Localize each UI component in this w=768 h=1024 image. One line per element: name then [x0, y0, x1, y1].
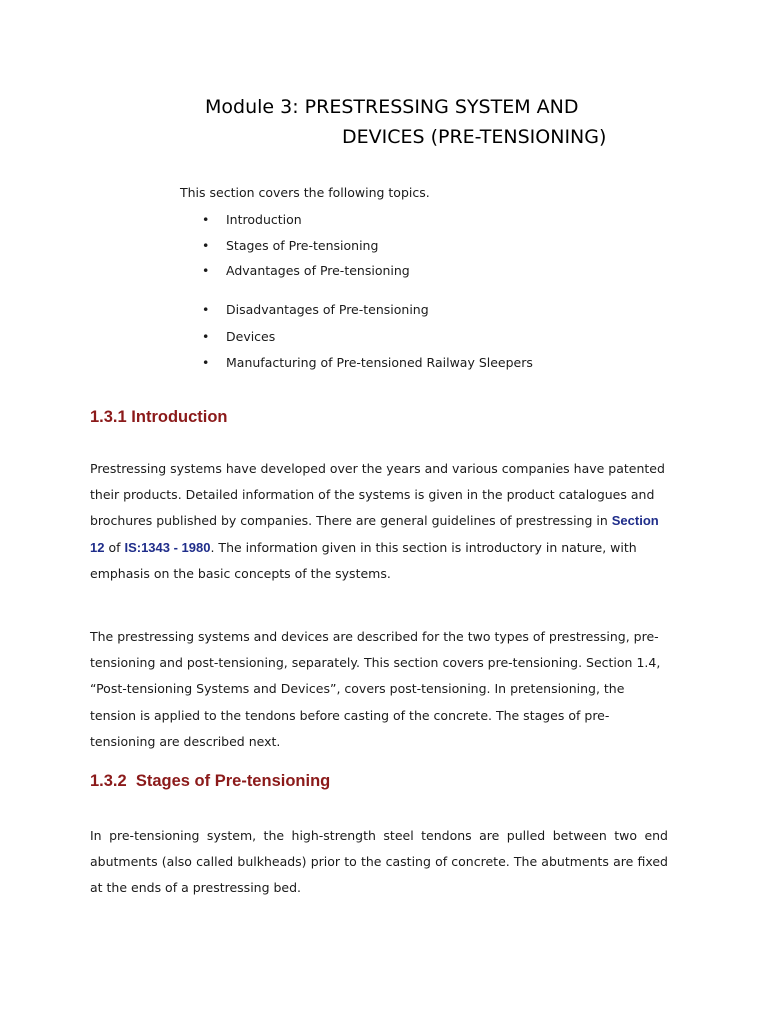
bullet-icon: •: [202, 238, 210, 253]
paragraph-text: of: [104, 539, 125, 555]
bullet-icon: •: [202, 302, 210, 317]
section-heading-stages: 1.3.2 Stages of Pre-tensioning: [90, 772, 331, 790]
topic-label: Introduction: [226, 212, 302, 227]
bullet-icon: •: [202, 263, 210, 278]
stages-paragraph-1: In pre-tensioning system, the high-strength steel tendons are pulled between two end abutments (also called bulkheads) prior to the casting of concrete. The abutments are fixed at the ends of a prestressing bed.: [90, 828, 668, 896]
topic-label: Devices: [226, 329, 276, 344]
list-item: [202, 238, 378, 253]
section-heading-introduction: 1.3.1 Introduction: [90, 408, 228, 426]
topic-label: Advantages of Pre-tensioning: [226, 263, 410, 278]
introduction-paragraph-1: [90, 456, 668, 587]
topic-label: Manufacturing of Pre-tensioned Railway Sleepers: [226, 355, 533, 370]
topic-label: Disadvantages of Pre-tensioning: [226, 302, 429, 317]
list-item: [202, 355, 533, 370]
list-item: [202, 263, 410, 278]
topics-intro: This section covers the following topics.: [180, 185, 430, 200]
list-item: [202, 302, 429, 317]
bullet-icon: •: [202, 355, 210, 370]
reference-section-12: Section 12: [90, 513, 659, 555]
module-title-line-2: DEVICES (PRE-TENSIONING): [342, 126, 607, 148]
bullet-icon: •: [202, 212, 210, 227]
list-item: [202, 329, 275, 344]
bullet-icon: •: [202, 329, 210, 344]
reference-is-1343: IS:1343 - 1980: [124, 539, 211, 555]
introduction-paragraph-2: The prestressing systems and devices are described for the two types of prestressing, pre-tensioning and post-tensioning, separately. This section covers pre-tensioning. Section 1.4, “Post-tensioning Systems and Devices”, covers post-tensioning. In pretensioning, the tension is applied to the tendons before casting of the concrete. The stages of pre-tensioning are described next.: [90, 629, 661, 749]
paragraph-text: . The information given in this section is introductory in nature, with emphasis on the basic concepts of the systems.: [90, 539, 637, 581]
list-item: [202, 212, 302, 227]
module-title-line-1: Module 3: PRESTRESSING SYSTEM AND: [205, 96, 579, 118]
paragraph-text: Prestressing systems have developed over the years and various companies have patented their products. Detailed information of the systems is given in the product catalogues and brochures published by companies. There are general guidelines of prestressing in: [90, 461, 665, 529]
topic-label: Stages of Pre-tensioning: [226, 238, 379, 253]
